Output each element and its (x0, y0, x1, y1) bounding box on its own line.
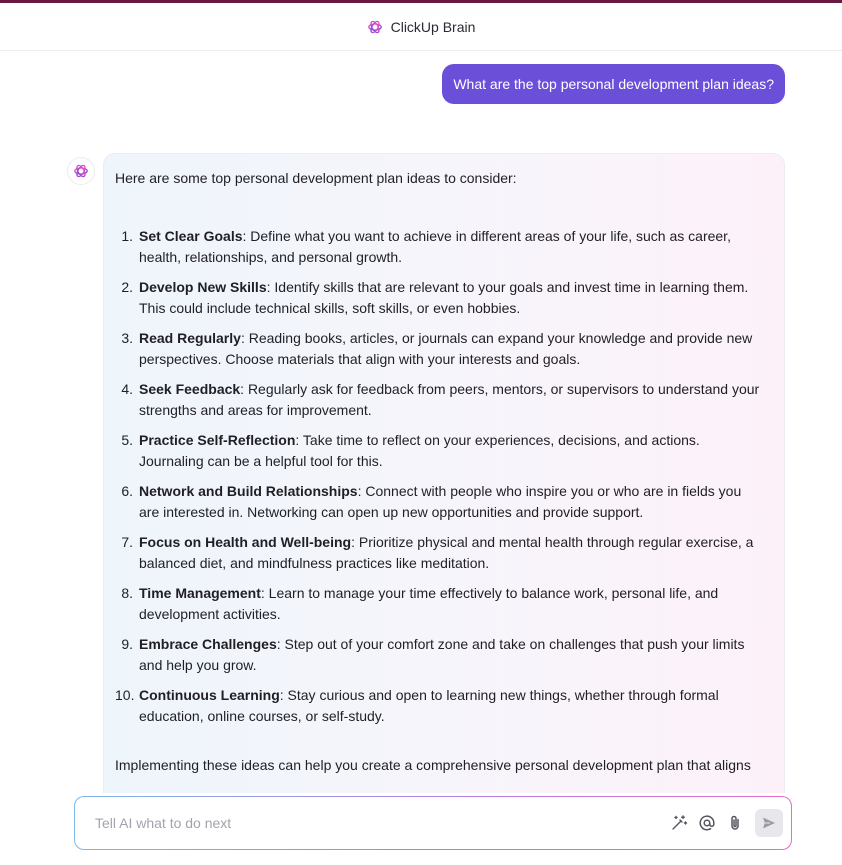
at-mention-icon[interactable] (697, 813, 717, 833)
ai-response-card (103, 153, 785, 793)
list-item-text: : Stay curious and open to learning new things, whether through formal education, online courses, or self-study. (139, 687, 719, 724)
list-item (115, 328, 764, 370)
list-item-text: : Prioritize physical and mental health through regular exercise, a balanced diet, and mindfulness practices like meditation. (139, 534, 754, 571)
list-item (115, 430, 764, 472)
ai-avatar (67, 157, 95, 185)
header-title: ClickUp Brain (390, 18, 476, 35)
list-item-term: Seek Feedback (139, 381, 241, 397)
clickup-brain-icon (73, 163, 89, 179)
list-item-number: 3. (121, 330, 133, 346)
list-item (115, 583, 764, 625)
list-item-term: Practice Self-Reflection (139, 432, 296, 448)
list-item-text: : Define what you want to achieve in different areas of your life, such as career, health, relationships, and personal growth. (139, 228, 731, 265)
list-item (115, 277, 764, 319)
list-item-number: 8. (121, 585, 133, 601)
send-button[interactable] (755, 809, 783, 837)
list-item-term: Network and Build Relationships (139, 483, 358, 499)
send-icon (761, 815, 777, 831)
ai-response-outro: Implementing these ideas can help you create a comprehensive personal development plan that aligns (115, 757, 751, 773)
list-item-text: : Step out of your comfort zone and take on challenges that push your limits and help you grow. (139, 636, 745, 673)
list-item (115, 379, 764, 421)
list-item (115, 685, 764, 727)
list-item-number: 5. (121, 432, 133, 448)
list-item-text: : Learn to manage your time effectively to balance work, personal life, and development activities. (139, 585, 719, 622)
list-item-term: Develop New Skills (139, 279, 267, 295)
list-item (115, 532, 764, 574)
attach-icon[interactable] (725, 813, 745, 833)
list-item-text: : Take time to reflect on your experiences, decisions, and actions. Journaling can be a helpful tool for this. (139, 432, 700, 469)
list-item (115, 226, 764, 268)
chat-header (0, 3, 842, 51)
list-item-number: 10. (115, 687, 135, 703)
prompt-input-container (75, 797, 791, 849)
prompt-input-bar (74, 796, 792, 850)
list-item-term: Embrace Challenges (139, 636, 277, 652)
list-item-number: 7. (121, 534, 133, 550)
list-item-text: : Identify skills that are relevant to your goals and invest time in learning them. This could include technical skills, soft skills, or even hobbies. (139, 279, 749, 316)
list-item-term: Continuous Learning (139, 687, 280, 703)
list-item-term: Read Regularly (139, 330, 241, 346)
list-item-term: Focus on Health and Well-being (139, 534, 352, 550)
prompt-input[interactable] (93, 814, 661, 832)
list-item (115, 481, 764, 523)
user-message-bubble: What are the top personal development plan ideas? (442, 64, 785, 104)
list-item-number: 2. (121, 279, 133, 295)
list-item-number: 6. (121, 483, 133, 499)
ai-response-list (115, 226, 764, 727)
clickup-brain-icon (367, 19, 383, 35)
list-item (115, 634, 764, 676)
list-item-number: 9. (121, 636, 133, 652)
list-item-number: 4. (121, 381, 133, 397)
ai-response-intro: Here are some top personal development plan ideas to consider: (115, 170, 517, 186)
list-item-text: : Connect with people who inspire you or who are in fields you are interested in. Networking can open up new opportunities and provide support. (139, 483, 742, 520)
list-item-number: 1. (121, 228, 133, 244)
list-item-text: : Reading books, articles, or journals can expand your knowledge and provide new perspectives. Choose materials that align with your interests and goals. (139, 330, 753, 367)
list-item-term: Time Management (139, 585, 261, 601)
list-item-term: Set Clear Goals (139, 228, 243, 244)
magic-wand-icon[interactable] (669, 813, 689, 833)
list-item-text: : Regularly ask for feedback from peers, mentors, or supervisors to understand your strengths and areas for improvement. (139, 381, 760, 418)
